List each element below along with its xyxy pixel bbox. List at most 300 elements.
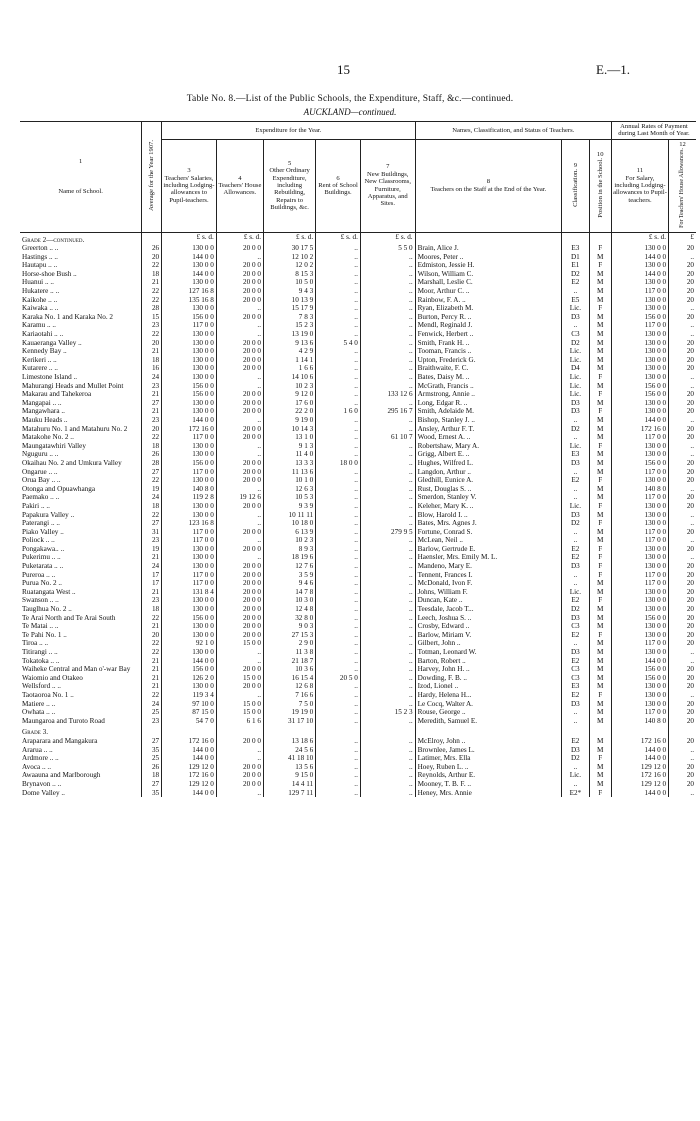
schools-table <box>20 121 696 797</box>
table-row <box>20 691 696 700</box>
classification-cell: E2 <box>562 691 589 700</box>
school-name-cell: Karaka No. 1 and Karaka No. 2 <box>22 312 114 321</box>
col-number: 7 <box>386 163 390 171</box>
classification-cell: .. <box>562 536 589 545</box>
teacher-name-cell: Edmiston, Jessie H. <box>415 261 562 270</box>
table-row <box>20 399 696 408</box>
school-name-cell: Waiheke Central and Man o'-war Bay <box>22 665 131 674</box>
house-allowance-cell: 15 0 0 <box>216 674 263 683</box>
position-cell: M <box>589 771 611 780</box>
teacher-name-cell: Tennent, Frances I. <box>415 571 562 580</box>
house-allowance-rate-cell: .. <box>669 657 696 666</box>
house-allowance-cell: .. <box>216 553 263 562</box>
teacher-name-cell: Smith, Frank H. .. <box>415 339 562 348</box>
table-row <box>20 545 696 554</box>
salaries-cell: 131 8 4 <box>162 588 217 597</box>
salary-rate-cell: 117 0 0 <box>611 536 668 545</box>
salaries-cell: 172 16 0 <box>162 737 217 746</box>
salaries-cell: 130 0 0 <box>162 339 217 348</box>
average-attendance-cell: 23 <box>142 382 162 391</box>
house-allowance-cell: 20 0 0 <box>216 545 263 554</box>
rent-cell: .. <box>316 588 361 597</box>
position-cell: M <box>589 425 611 434</box>
new-buildings-cell: .. <box>360 356 415 365</box>
new-buildings-cell: .. <box>360 648 415 657</box>
salary-rate-cell: 156 0 0 <box>611 674 668 683</box>
classification-cell: D3 <box>562 614 589 623</box>
house-allowance-cell: 20 0 0 <box>216 476 263 485</box>
classification-cell: D3 <box>562 399 589 408</box>
salaries-cell: 129 12 0 <box>162 763 217 772</box>
average-attendance-cell: 22 <box>142 287 162 296</box>
rent-cell: .. <box>316 330 361 339</box>
house-allowance-rate-cell: .. <box>669 321 696 330</box>
rent-cell: .. <box>316 364 361 373</box>
table-subtitle: AUCKLAND—continued. <box>303 107 397 117</box>
house-allowance-rate-cell: 20 <box>669 502 696 511</box>
table-row <box>20 356 696 365</box>
teacher-name-cell: Braithwaite, F. C. <box>415 364 562 373</box>
position-cell: F <box>589 244 611 253</box>
school-name-cell: Kaikohe .. .. <box>22 295 58 304</box>
house-allowance-rate-cell: 20 <box>669 614 696 623</box>
house-allowance-cell: .. <box>216 536 263 545</box>
salary-rate-cell: 130 0 0 <box>611 356 668 365</box>
salary-rate-cell: 117 0 0 <box>611 468 668 477</box>
position-cell: M <box>589 614 611 623</box>
house-allowance-rate-cell: 20 <box>669 674 696 683</box>
position-cell: F <box>589 519 611 528</box>
other-expenditure-cell: 9 4 6 <box>264 579 316 588</box>
school-name-cell: Paemako .. .. <box>22 493 60 502</box>
classification-cell: Lic. <box>562 771 589 780</box>
new-buildings-cell: .. <box>360 588 415 597</box>
new-buildings-cell: .. <box>360 545 415 554</box>
table-row <box>20 708 696 717</box>
position-cell: M <box>589 399 611 408</box>
other-expenditure-cell: 32 8 0 <box>264 614 316 623</box>
new-buildings-cell: .. <box>360 631 415 640</box>
school-name-cell: Nguguru .. .. <box>22 450 59 459</box>
house-allowance-cell: 20 0 0 <box>216 605 263 614</box>
house-allowance-rate-cell: 20 <box>669 700 696 709</box>
table-title: Table No. 8.—List of the Public Schools, the Expenditure, Staff, &c.—continued. <box>186 94 514 104</box>
position-cell: M <box>589 639 611 648</box>
average-attendance-cell: 18 <box>142 442 162 451</box>
position-cell: M <box>589 605 611 614</box>
average-attendance-cell: 21 <box>142 347 162 356</box>
salary-rate-cell: 117 0 0 <box>611 708 668 717</box>
rent-cell: .. <box>316 771 361 780</box>
rent-cell: .. <box>316 356 361 365</box>
teacher-name-cell: Fenwick, Herbert .. <box>415 330 562 339</box>
other-expenditure-cell: 31 17 10 <box>264 717 316 726</box>
position-cell: M <box>589 717 611 726</box>
rent-cell: .. <box>316 485 361 494</box>
school-name-cell: Papakura Valley .. <box>22 510 75 519</box>
average-attendance-cell: 21 <box>142 390 162 399</box>
teacher-name-cell: Latimer, Mrs. Ella <box>415 754 562 763</box>
classification-cell: E2 <box>562 737 589 746</box>
house-allowance-cell: 20 0 0 <box>216 614 263 623</box>
position-cell: M <box>589 485 611 494</box>
salary-rate-cell: 130 0 0 <box>611 502 668 511</box>
school-name-cell: Mangawhara .. <box>22 407 65 416</box>
new-buildings-cell: .. <box>360 399 415 408</box>
teacher-name-cell: Moor, Arthur C. .. <box>415 287 562 296</box>
school-name-cell: Maungaroa and Turoto Road <box>22 716 105 725</box>
rent-cell: .. <box>316 296 361 305</box>
new-buildings-cell: .. <box>360 493 415 502</box>
school-name-cell: Swanson .. .. <box>22 596 59 605</box>
other-expenditure-cell: 7 16 6 <box>264 691 316 700</box>
rent-cell: .. <box>316 528 361 537</box>
table-row <box>20 746 696 755</box>
house-allowance-rate-cell: 20 <box>669 287 696 296</box>
school-name-cell: Mahurangi Heads and Mullet Point <box>22 381 124 390</box>
house-allowance-rate-cell: 20 <box>669 364 696 373</box>
teacher-name-cell: Burton, Percy R. .. <box>415 313 562 322</box>
school-name-cell: Matiere .. .. <box>22 699 56 708</box>
new-buildings-cell: .. <box>360 691 415 700</box>
new-buildings-cell: .. <box>360 771 415 780</box>
classification-cell: E5 <box>562 296 589 305</box>
teacher-name-cell: Rainbow, F. A. .. <box>415 296 562 305</box>
salary-rate-cell: 140 8 0 <box>611 485 668 494</box>
teacher-name-cell: Meredith, Samuel E. <box>415 717 562 726</box>
school-name-cell: Tauglhua No. 2 .. <box>22 605 72 614</box>
average-attendance-cell: 21 <box>142 665 162 674</box>
average-attendance-cell: 31 <box>142 528 162 537</box>
position-cell: F <box>589 754 611 763</box>
salary-rate-cell: 130 0 0 <box>611 700 668 709</box>
position-cell: F <box>589 261 611 270</box>
rent-cell: .. <box>316 468 361 477</box>
salary-rate-cell: 130 0 0 <box>611 304 668 313</box>
position-cell: M <box>589 356 611 365</box>
other-expenditure-cell: 4 2 9 <box>264 347 316 356</box>
teacher-name-cell: Mendl, Reginald J. <box>415 321 562 330</box>
classification-cell: Lic. <box>562 356 589 365</box>
table-row <box>20 382 696 391</box>
col-average <box>142 122 162 233</box>
house-allowance-rate-cell: 20 <box>669 622 696 631</box>
new-buildings-cell: .. <box>360 562 415 571</box>
salary-rate-cell: 140 8 0 <box>611 717 668 726</box>
new-buildings-cell: .. <box>360 737 415 746</box>
house-allowance-rate-cell: .. <box>669 253 696 262</box>
position-cell: F <box>589 691 611 700</box>
new-buildings-cell: 61 10 7 <box>360 433 415 442</box>
new-buildings-cell: .. <box>360 502 415 511</box>
house-allowance-rate-cell: .. <box>669 511 696 520</box>
position-cell: M <box>589 433 611 442</box>
classification-cell: D3 <box>562 562 589 571</box>
table-row <box>20 287 696 296</box>
other-expenditure-cell: 9 13 6 <box>264 339 316 348</box>
salary-rate-cell: 130 0 0 <box>611 553 668 562</box>
house-allowance-rate-cell: .. <box>669 536 696 545</box>
position-cell: F <box>589 373 611 382</box>
salary-rate-cell: 130 0 0 <box>611 588 668 597</box>
rent-cell: .. <box>316 253 361 262</box>
house-allowance-cell: £ s. d. <box>216 232 263 244</box>
house-allowance-rate-cell: .. <box>669 304 696 313</box>
teacher-name-cell <box>415 232 562 244</box>
teacher-name-cell: Bates, Mrs. Agnes J. <box>415 519 562 528</box>
school-name-cell: Kerikeri .. .. <box>22 355 57 364</box>
classification-cell: D3 <box>562 648 589 657</box>
teacher-name-cell: Hughes, Wilfred L. <box>415 459 562 468</box>
table-row <box>20 476 696 485</box>
other-expenditure-cell: 15 2 3 <box>264 321 316 330</box>
school-name-cell: Titirangi .. .. <box>22 648 58 656</box>
house-allowance-cell: 20 0 0 <box>216 596 263 605</box>
school-name-cell: Puketarata .. .. <box>22 562 64 571</box>
salaries-cell: 130 0 0 <box>162 407 217 416</box>
salaries-cell: 97 10 0 <box>162 700 217 709</box>
classification-cell: D1 <box>562 253 589 262</box>
position-cell: M <box>589 339 611 348</box>
other-expenditure-cell: 9 19 0 <box>264 416 316 425</box>
house-allowance-rate-cell: .. <box>669 485 696 494</box>
position-cell: M <box>589 253 611 262</box>
other-expenditure-cell: 15 17 9 <box>264 304 316 313</box>
salary-rate-cell: 144 0 0 <box>611 746 668 755</box>
rent-cell: .. <box>316 605 361 614</box>
salaries-cell: 130 0 0 <box>162 596 217 605</box>
table-row <box>20 536 696 545</box>
table-row <box>20 373 696 382</box>
new-buildings-cell: £ s. d. <box>360 232 415 244</box>
house-allowance-rate-cell: .. <box>669 450 696 459</box>
average-attendance-cell: 23 <box>142 536 162 545</box>
new-buildings-cell: .. <box>360 579 415 588</box>
rent-cell: .. <box>316 639 361 648</box>
salary-rate-cell: 130 0 0 <box>611 545 668 554</box>
house-allowance-rate-cell: .. <box>669 519 696 528</box>
classification-cell: .. <box>562 571 589 580</box>
house-allowance-rate-cell: 20 <box>669 261 696 270</box>
salaries-cell: 144 0 0 <box>162 754 217 763</box>
salaries-cell: 117 0 0 <box>162 571 217 580</box>
house-allowance-cell: 20 0 0 <box>216 296 263 305</box>
new-buildings-cell: .. <box>360 330 415 339</box>
other-expenditure-cell: 9 3 9 <box>264 502 316 511</box>
house-allowance-cell: 20 0 0 <box>216 261 263 270</box>
col-rent <box>316 139 361 232</box>
teacher-name-cell: McGrath, Francis .. <box>415 382 562 391</box>
average-attendance-cell: 26 <box>142 244 162 253</box>
new-buildings-cell <box>360 725 415 737</box>
salaries-cell: 156 0 0 <box>162 382 217 391</box>
classification-cell: E3 <box>562 450 589 459</box>
average-attendance-cell: 27 <box>142 737 162 746</box>
average-attendance-cell: 24 <box>142 373 162 382</box>
col-house-allowances <box>216 139 263 232</box>
rent-cell: .. <box>316 261 361 270</box>
average-attendance-cell: 16 <box>142 364 162 373</box>
school-name-cell: Ongarue .. .. <box>22 467 58 476</box>
salaries-cell: 54 7 0 <box>162 717 217 726</box>
salaries-cell: 130 0 0 <box>162 622 217 631</box>
salaries-cell: 130 0 0 <box>162 682 217 691</box>
house-allowance-cell: 6 1 6 <box>216 717 263 726</box>
house-allowance-cell: 20 0 0 <box>216 562 263 571</box>
house-allowance-rate-cell: .. <box>669 789 696 798</box>
teacher-name-cell: Tooman, Francis .. <box>415 347 562 356</box>
other-expenditure-cell: 12 7 6 <box>264 562 316 571</box>
teacher-name-cell: Robertshaw, Mary A. <box>415 442 562 451</box>
teacher-name-cell: Reynolds, Arthur E. <box>415 771 562 780</box>
new-buildings-cell: .. <box>360 571 415 580</box>
average-attendance-cell: 18 <box>142 771 162 780</box>
salary-rate-cell: 144 0 0 <box>611 270 668 279</box>
school-name-cell: Kauaeranga Valley .. <box>22 338 82 347</box>
average-attendance-cell: 22 <box>142 261 162 270</box>
other-expenditure-cell: 21 18 7 <box>264 657 316 666</box>
col-number: 9 <box>573 161 578 169</box>
salaries-cell: 144 0 0 <box>162 789 217 798</box>
table-row <box>20 511 696 520</box>
other-expenditure-cell: 7 5 0 <box>264 700 316 709</box>
rent-cell: .. <box>316 571 361 580</box>
house-allowance-cell: 20 0 0 <box>216 390 263 399</box>
salary-rate-cell: 117 0 0 <box>611 493 668 502</box>
salaries-cell: 123 16 8 <box>162 519 217 528</box>
new-buildings-cell: .. <box>360 622 415 631</box>
new-buildings-cell: 5 5 0 <box>360 244 415 253</box>
classification-cell: D2 <box>562 519 589 528</box>
new-buildings-cell: 295 16 7 <box>360 407 415 416</box>
salary-rate-cell: 117 0 0 <box>611 571 668 580</box>
rent-cell: .. <box>316 691 361 700</box>
average-attendance-cell: 18 <box>142 605 162 614</box>
table-row <box>20 296 696 305</box>
salary-rate-cell: 144 0 0 <box>611 657 668 666</box>
average-attendance-cell: 22 <box>142 433 162 442</box>
classification-cell: D3 <box>562 313 589 322</box>
salary-rate-cell: 130 0 0 <box>611 596 668 605</box>
other-expenditure-cell: 10 3 0 <box>264 596 316 605</box>
house-allowance-rate-cell: 20 <box>669 244 696 253</box>
salaries-cell: 130 0 0 <box>162 511 217 520</box>
school-name-cell: Purua No. 2 .. <box>22 579 62 588</box>
table-row <box>20 425 696 434</box>
house-allowance-rate-cell: 20 <box>669 708 696 717</box>
average-attendance-cell: 27 <box>142 780 162 789</box>
rent-cell: .. <box>316 763 361 772</box>
table-row <box>20 605 696 614</box>
teacher-name-cell: Brain, Alice J. <box>415 244 562 253</box>
position-cell: M <box>589 493 611 502</box>
new-buildings-cell: .. <box>360 536 415 545</box>
school-name-cell: Kutarere .. .. <box>22 364 58 373</box>
new-buildings-cell: .. <box>360 553 415 562</box>
salary-rate-cell: 130 0 0 <box>611 605 668 614</box>
table-row <box>20 622 696 631</box>
page-number: 15 <box>337 62 350 77</box>
average-attendance-cell: 27 <box>142 468 162 477</box>
position-cell: F <box>589 502 611 511</box>
house-allowance-cell: 20 0 0 <box>216 502 263 511</box>
rent-cell: .. <box>316 780 361 789</box>
teacher-name-cell: Gledhill, Eunice A. <box>415 476 562 485</box>
house-allowance-rate-cell: 20 <box>669 278 696 287</box>
teacher-name-cell: Hardy, Helena H... <box>415 691 562 700</box>
position-cell: M <box>589 511 611 520</box>
new-buildings-cell: .. <box>360 763 415 772</box>
teacher-name-cell: Harvey, John H. .. <box>415 665 562 674</box>
salary-rate-cell: 130 0 0 <box>611 682 668 691</box>
col-label: For Teachers' House Allowances. <box>678 148 685 229</box>
position-cell: M <box>589 622 611 631</box>
school-name-cell: Grade 2—continued. <box>22 235 85 244</box>
new-buildings-cell: .. <box>360 261 415 270</box>
classification-cell: D3 <box>562 511 589 520</box>
salaries-cell: 144 0 0 <box>162 416 217 425</box>
rent-cell: £ s. d. <box>316 232 361 244</box>
rent-cell: .. <box>316 442 361 451</box>
position-cell <box>589 232 611 244</box>
house-allowance-rate-cell: .. <box>669 416 696 425</box>
salary-rate-cell: 130 0 0 <box>611 631 668 640</box>
rent-cell: .. <box>316 708 361 717</box>
school-name-cell: Karamu .. .. <box>22 321 56 330</box>
school-name-cell: Limestone Island .. <box>22 373 78 381</box>
teacher-name-cell: Fortune, Conrad S. <box>415 528 562 537</box>
other-expenditure-cell: 22 2 0 <box>264 407 316 416</box>
other-expenditure-cell: 9 12 0 <box>264 390 316 399</box>
expenditure-group: Expenditure for the Year. <box>162 122 415 140</box>
house-allowance-rate-cell: 20 <box>669 347 696 356</box>
teacher-name-cell: Smerdon, Stanley V. <box>415 493 562 502</box>
col-other-expenditure <box>264 139 316 232</box>
salary-rate-cell: 144 0 0 <box>611 253 668 262</box>
position-cell: M <box>589 665 611 674</box>
other-expenditure-cell: 10 14 3 <box>264 425 316 434</box>
new-buildings-cell: .. <box>360 364 415 373</box>
teacher-name-cell: Wood, Ernest A. .. <box>415 433 562 442</box>
salaries-cell: 144 0 0 <box>162 657 217 666</box>
average-attendance-cell: 21 <box>142 674 162 683</box>
table-header <box>20 122 696 233</box>
other-expenditure-cell: 18 19 6 <box>264 553 316 562</box>
house-allowance-cell: .. <box>216 519 263 528</box>
position-cell: F <box>589 476 611 485</box>
table-row <box>20 571 696 580</box>
house-allowance-cell: 15 0 0 <box>216 639 263 648</box>
classification-cell: .. <box>562 321 589 330</box>
salary-rate-cell: 156 0 0 <box>611 665 668 674</box>
rent-cell: .. <box>316 648 361 657</box>
col-number: 3 <box>187 167 191 175</box>
table-row <box>20 700 696 709</box>
salary-rate-cell: 156 0 0 <box>611 459 668 468</box>
house-allowance-rate-cell: 20 <box>669 631 696 640</box>
house-allowance-rate-cell: .. <box>669 648 696 657</box>
new-buildings-cell: .. <box>360 485 415 494</box>
salary-rate-cell: 130 0 0 <box>611 562 668 571</box>
house-allowance-rate-cell: 20 <box>669 270 696 279</box>
other-expenditure-cell: 30 17 5 <box>264 244 316 253</box>
house-allowance-cell: 20 0 0 <box>216 287 263 296</box>
rent-cell: .. <box>316 425 361 434</box>
house-allowance-rate-cell: 20 <box>669 545 696 554</box>
salary-rate-cell: 130 0 0 <box>611 296 668 305</box>
salary-rate-cell: 130 0 0 <box>611 622 668 631</box>
house-allowance-cell: 20 0 0 <box>216 622 263 631</box>
